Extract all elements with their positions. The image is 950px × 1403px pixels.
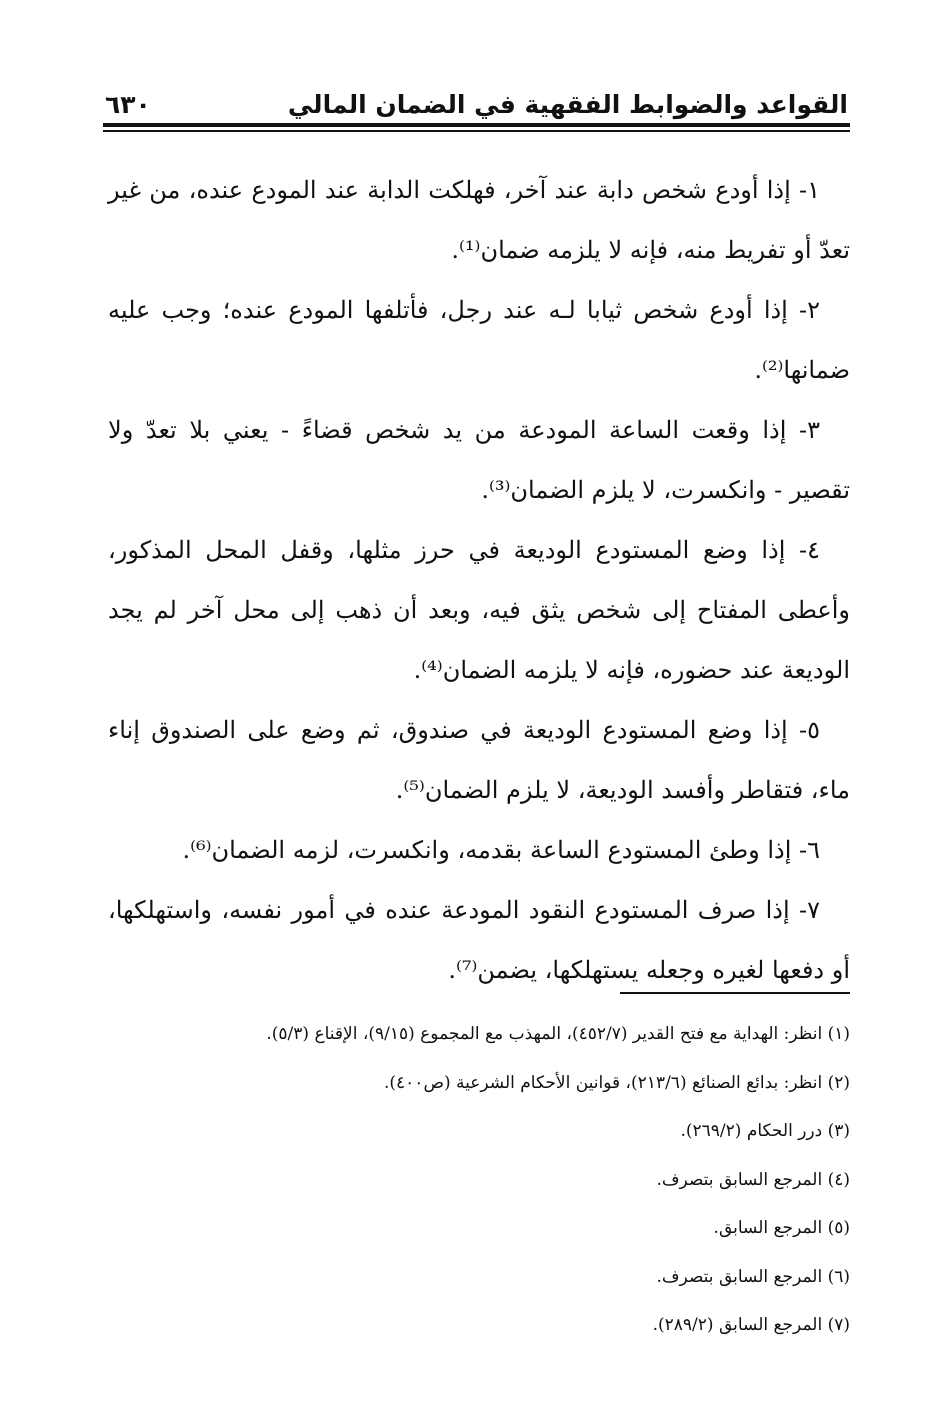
page-number: ٦٣٠ — [105, 90, 151, 119]
footnote-separator — [620, 992, 850, 994]
paragraph-5: ٥- إذا وضع المستودع الوديعة في صندوق، ثم وضع على الصندوق إناء ماء، فتقاطر وأفسد الوديعة، لا يلزم الضمان⁽⁵⁾. — [108, 716, 850, 804]
header-rule-thick — [103, 123, 850, 127]
footnote-3: (٣) درر الحكام (٢٦٩/٢). — [680, 1121, 850, 1141]
running-header — [105, 82, 848, 122]
header-rule-thin — [103, 130, 850, 132]
footnote-5: (٥) المرجع السابق. — [713, 1218, 850, 1238]
paragraph-2: ٢- إذا أودع شخص ثيابا لـه عند رجل، فأتلفها المودع عنده؛ وجب عليه ضمانها⁽²⁾. — [108, 296, 850, 384]
footnote-6: (٦) المرجع السابق بتصرف. — [656, 1266, 850, 1287]
footnote-2: (٢) انظر: بدائع الصنائع (٢١٣/٦)، قوانين الأحكام الشرعية (ص٤٠٠). — [384, 1072, 850, 1093]
paragraph-7: ٧- إذا صرف المستودع النقود المودعة عنده في أمور نفسه، واستهلكها، أو دفعها لغيره وجعله يستهلكها، يضمن⁽⁷⁾. — [108, 896, 850, 984]
paragraph-4: ٤- إذا وضع المستودع الوديعة في حرز مثلها، وقفل المحل المذكور، وأعطى المفتاح إلى شخص يثق فيه، وبعد أن ذهب إلى محل آخر لم يجد الوديعة عند حضوره، فإنه لا يلزمه الضمان⁽⁴⁾. — [108, 536, 850, 684]
body-text — [108, 160, 850, 1000]
footnote-1: (١) انظر: الهداية مع فتح القدير (٤٥٢/٧)، المهذب مع المجموع (٩/١٥)، الإقناع (٥/٣). — [266, 1024, 850, 1044]
paragraph-3: ٣- إذا وقعت الساعة المودعة من يد شخص قضاءً - يعني بلا تعدّ ولا تقصير - وانكسرت، لا يلزم الضمان⁽³⁾. — [108, 416, 850, 504]
paragraph-6: ٦- إذا وطئ المستودع الساعة بقدمه، وانكسرت، لزمه الضمان⁽⁶⁾. — [182, 836, 820, 864]
footnotes — [108, 1010, 850, 1350]
paragraph-1: ١- إذا أودع شخص دابة عند آخر، فهلكت الدابة عند المودع عنده، من غير تعدّ أو تفريط منه، فإنه لا يلزمه ضمان⁽¹⁾. — [108, 176, 850, 264]
footnote-7: (٧) المرجع السابق (٢٨٩/٢). — [652, 1315, 850, 1335]
footnote-4: (٤) المرجع السابق بتصرف. — [656, 1169, 850, 1190]
running-title: القواعد والضوابط الفقهية في الضمان المالي — [287, 90, 848, 119]
